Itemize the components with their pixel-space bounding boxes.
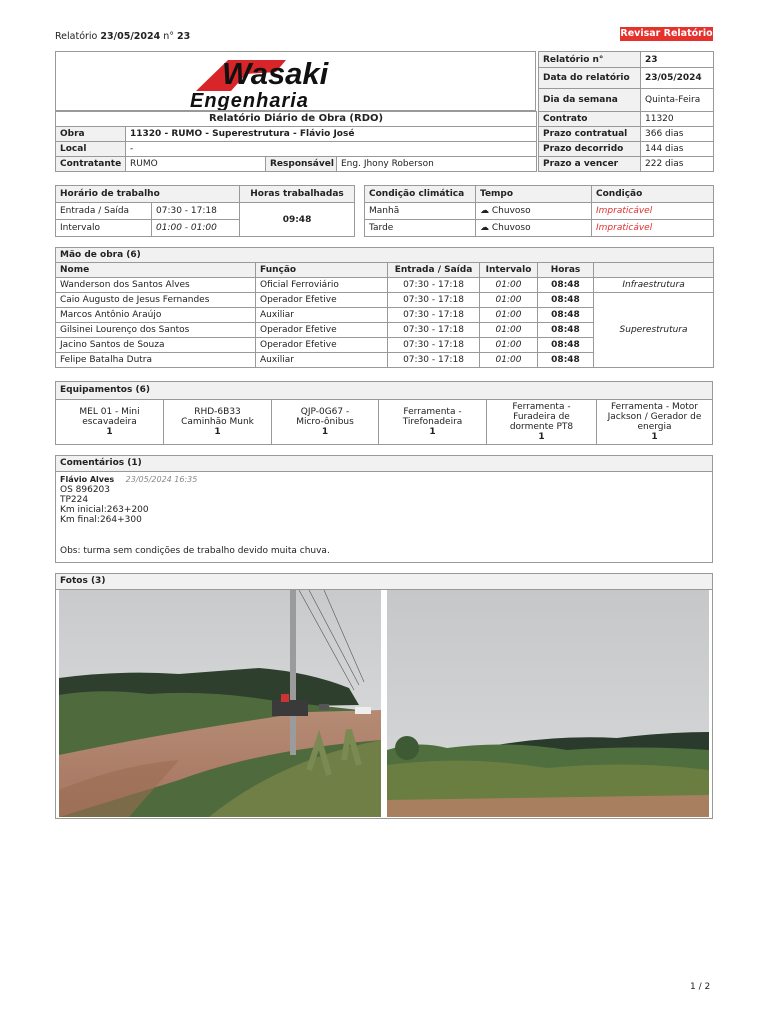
company-logo-area — [55, 51, 536, 111]
table-row: Wanderson dos Santos Alves Oficial Ferroviário 07:30 - 17:18 01:00 08:48 Infraestrutura — [56, 278, 714, 293]
rdo-title: Relatório Diário de Obra (RDO) — [56, 112, 537, 127]
logo-wasaki: Wasaki — [222, 56, 329, 91]
local-value: - — [126, 142, 537, 157]
photos-section — [55, 573, 713, 819]
comment-item: Flávio Alves 23/05/2024 16:35 OS 896203 TP224 Km inicial:263+200 Km final:264+300 Obs: turma sem condições de trabalho devido muita chuva. — [56, 472, 712, 556]
equipment-item: QJP-0G67 - Micro-ônibus 1 — [272, 400, 379, 444]
equipment-item: RHD-6B33 Caminhão Munk 1 — [164, 400, 272, 444]
report-number: 23 — [177, 31, 191, 42]
group-infraestrutura: Infraestrutura — [594, 278, 714, 293]
report-date: 23/05/2024 — [100, 31, 161, 42]
labor-table: Mão de obra (6) Nome Função Entrada / Saída Intervalo Horas Wanderson dos Santos Alves Oficial Ferroviário 07:30 - 17:18 01:00 08:48 Infraestrutura Caio Augusto de Jesus Fernandes Operador Efetive 07:30 - 17:18 01:00 08:48 Superestrutura Marcos Antônio Araújo Auxiliar 07:30 - 17:18 01:00 08:48 Gilsinei Lourenço dos Santos Operador Efetive 07:30 - 17:18 01:00 08:48 Jacino Santos de Souza Operador Efetive 07:30 - 17:18 01:00 08:48 Felipe Batalha Dutra Auxiliar 07:30 - 17:18 01:00 08:48 — [55, 247, 714, 368]
info-table: Relatório Diário de Obra (RDO) Obra 11320 - RUMO - Superestrutura - Flávio José Local - Contratante RUMO Responsável Eng. Jhony Roberson — [55, 111, 537, 172]
work-hours-table: Horário de trabalho Horas trabalhadas Entrada / Saída 07:30 - 17:18 09:48 Intervalo 01:00 - 01:00 — [55, 185, 355, 237]
comments-section — [55, 455, 713, 563]
rain-cloud-icon: ☁ — [480, 223, 489, 233]
rain-cloud-icon: ☁ — [480, 206, 489, 216]
table-row: Caio Augusto de Jesus Fernandes Operador Efetive 07:30 - 17:18 01:00 08:48 Superestrutura — [56, 293, 714, 308]
comment-author: Flávio Alves — [60, 475, 115, 484]
labor-title: Mão de obra (6) — [56, 248, 714, 263]
equipment-item: Ferramenta - Motor Jackson / Gerador de energia 1 — [607, 402, 702, 442]
table-row: Felipe Batalha Dutra Auxiliar 07:30 - 17:18 01:00 08:48 — [56, 353, 714, 368]
comment-timestamp: 23/05/2024 16:35 — [125, 475, 198, 484]
equipment-title: Equipamentos (6) — [56, 382, 712, 400]
revise-report-button[interactable]: Revisar Relatório — [620, 28, 713, 39]
report-side-table: Relatório n° 23 Data do relatório 23/05/2024 Dia da semana Quinta-Feira Contrato 11320 Prazo contratual 366 dias Prazo decorrido 144 dias Prazo a vencer 222 dias — [538, 51, 714, 172]
responsavel-value: Eng. Jhony Roberson — [337, 157, 537, 172]
photos-title: Fotos (3) — [56, 574, 712, 590]
group-superestrutura: Superestrutura — [594, 293, 714, 368]
equipment-section — [55, 381, 713, 445]
wasaki-logo — [56, 52, 535, 110]
site-photo-field[interactable] — [387, 590, 709, 817]
logo-engenharia: Engenharia — [190, 90, 309, 110]
equipment-item: Ferramenta - Furadeira de dormente PT8 1 — [487, 400, 597, 444]
table-row: Jacino Santos de Souza Operador Efetive 07:30 - 17:18 01:00 08:48 — [56, 338, 714, 353]
table-row: Marcos Antônio Araújo Auxiliar 07:30 - 17:18 01:00 08:48 — [56, 308, 714, 323]
site-photo-road[interactable] — [59, 590, 381, 817]
table-row: Gilsinei Lourenço dos Santos Operador Efetive 07:30 - 17:18 01:00 08:48 — [56, 323, 714, 338]
equipment-item: Ferramenta - Tirefonadeira 1 — [379, 400, 487, 444]
comment-obs: Obs: turma sem condições de trabalho devido muita chuva. — [60, 546, 330, 556]
equipment-item: MEL 01 - Mini escavadeira 1 — [56, 400, 164, 444]
report-heading: Relatório 23/05/2024 n° 23 — [55, 31, 191, 42]
total-hours: 09:48 — [240, 203, 355, 237]
weather-table: Condição climática Tempo Condição Manhã ☁ Chuvoso Impraticável Tarde ☁ Chuvoso Impraticável — [364, 185, 714, 237]
page-number: 1 / 2 — [690, 982, 711, 992]
contratante-value: RUMO — [126, 157, 266, 172]
comments-title: Comentários (1) — [56, 456, 712, 472]
obra-value: 11320 - RUMO - Superestrutura - Flávio José — [126, 127, 537, 142]
